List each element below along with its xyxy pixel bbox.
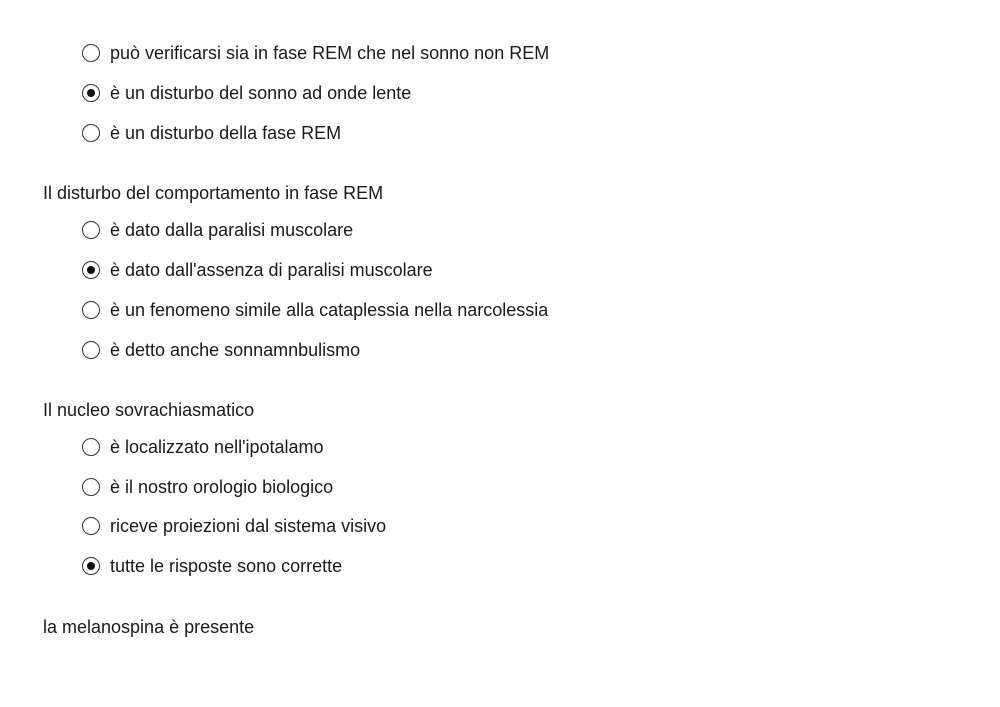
radio-button[interactable] (82, 44, 100, 62)
q3-option-4[interactable] (82, 554, 342, 578)
q2-option-2[interactable] (82, 258, 433, 282)
option-label: è un fenomeno simile alla cataplessia nella narcolessia (110, 300, 549, 320)
q3-option-2[interactable] (82, 475, 333, 499)
option-label: è un disturbo della fase REM (110, 123, 342, 143)
radio-button[interactable] (82, 438, 100, 456)
q2-option-3[interactable] (82, 298, 548, 322)
question-text: Il nucleo sovrachiasmatico (43, 400, 255, 420)
option-label: è il nostro orologio biologico (110, 477, 334, 497)
radio-button[interactable] (82, 124, 100, 142)
radio-button[interactable] (82, 84, 100, 102)
q1-option-3[interactable] (82, 121, 341, 145)
radio-button[interactable] (82, 517, 100, 535)
radio-button[interactable] (82, 341, 100, 359)
q1-option-2[interactable] (82, 81, 411, 105)
q2-option-4[interactable] (82, 338, 360, 362)
option-label: tutte le risposte sono corrette (110, 556, 343, 576)
radio-button[interactable] (82, 221, 100, 239)
question-text: Il disturbo del comportamento in fase REM (43, 183, 384, 203)
radio-button[interactable] (82, 301, 100, 319)
option-label: è detto anche sonnamnbulismo (110, 340, 361, 360)
q3-option-1[interactable] (82, 435, 324, 459)
option-label: è localizzato nell'ipotalamo (110, 437, 324, 457)
q2-option-1[interactable] (82, 218, 353, 242)
option-label: può verificarsi sia in fase REM che nel sonno non REM (110, 43, 550, 63)
radio-button[interactable] (82, 261, 100, 279)
option-label: riceve proiezioni dal sistema visivo (110, 516, 387, 536)
q1-option-1[interactable] (82, 41, 549, 65)
question-text: la melanospina è presente (43, 617, 255, 637)
radio-button[interactable] (82, 557, 100, 575)
radio-button[interactable] (82, 478, 100, 496)
option-label: è dato dalla paralisi muscolare (110, 220, 354, 240)
option-label: è dato dall'assenza di paralisi muscolare (110, 260, 433, 280)
option-label: è un disturbo del sonno ad onde lente (110, 83, 412, 103)
q3-option-3[interactable] (82, 514, 386, 538)
